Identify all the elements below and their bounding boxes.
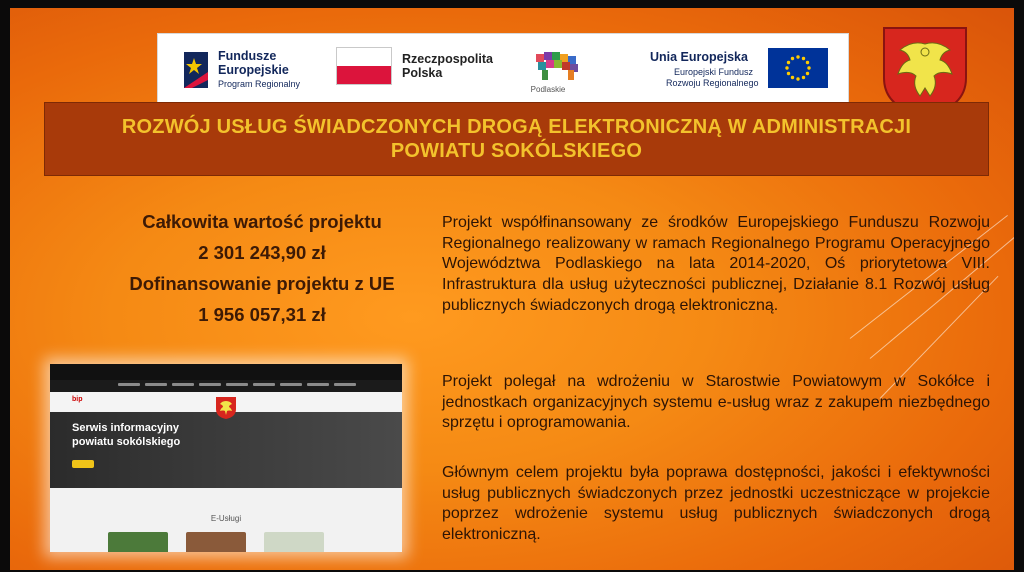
- site-hero-button: [72, 460, 94, 468]
- site-card: [186, 532, 246, 552]
- rzeczpospolita-text: [402, 52, 493, 80]
- paragraph-2: Projekt polegał na wdrożeniu w Starostwie Powiatowym w Sokółce i jednostkach organizacyjnych systemu e-usług wraz z zakupem niezbędnego sprzętu i oprogramowania.: [442, 373, 990, 432]
- site-section-title: E-Usługi: [210, 514, 242, 523]
- rp-line1: Rzeczpospolita: [402, 52, 493, 66]
- title-banner: [44, 102, 989, 176]
- eu-funding-value: 1 956 057,31 zł: [198, 304, 326, 325]
- rp-line2: Polska: [402, 66, 443, 80]
- paragraph-1: Projekt współfinansowany ze środków Europejskiego Funduszu Rozwoju Regionalnego realizowany w ramach Regionalnego Programu Operacyjnego Województwa Podlaskiego na lata 2014-2020, Oś priorytetowa VIII. Infrastruktura dla usług użyteczności publicznej, Działanie 8.1 Rozwój usług publicznych świadczonych drogą elektroniczną.: [442, 214, 990, 314]
- total-value-label: Całkowita wartość projektu: [142, 211, 382, 232]
- presentation-screen: [10, 8, 1014, 570]
- ue-subtitle-2: Rozwoju Regionalnego: [666, 78, 759, 88]
- site-hero-title-2: powiatu sokólskiego: [72, 436, 181, 448]
- site-card: [264, 532, 324, 552]
- ue-subtitle-1: Europejski Fundusz: [674, 67, 754, 77]
- podlaskie-label: Podlaskie: [530, 85, 566, 94]
- eu-flag-icon: [768, 48, 828, 88]
- title-line2: POWIATU SOKÓLSKIEGO: [390, 140, 643, 162]
- site-card: [108, 532, 168, 552]
- title-line1: ROZWÓJ USŁUG ŚWIADCZONYCH DROGĄ ELEKTRONICZNĄ W ADMINISTRACJI: [121, 116, 912, 138]
- site-nav: [50, 380, 402, 392]
- logo-strip: [157, 33, 849, 107]
- fundusze-line1: Fundusze: [218, 49, 277, 63]
- fundusze-line3: Program Regionalny: [218, 79, 301, 89]
- fundusze-star-icon: [180, 48, 212, 92]
- site-bip-logo: bip: [72, 396, 83, 403]
- fundusze-europejskie-logo: [180, 46, 320, 94]
- ue-title: Unia Europejska: [650, 50, 748, 64]
- site-topbar: [50, 364, 402, 380]
- website-screenshot: [50, 364, 402, 552]
- site-crest-icon: [215, 396, 237, 420]
- site-hero-title-1: Serwis informacyjny: [72, 422, 179, 434]
- eu-funding-label: Dofinansowanie projektu z UE: [129, 273, 395, 294]
- fundusze-line2: Europejskie: [218, 63, 289, 77]
- poland-flag-icon: [336, 47, 392, 85]
- paragraph-3: Głównym celem projektu była poprawa dostępności, jakości i efektywności usług publicznych świadczonych przez jednostki uczestniczące w projekcie poprzez wdrożenie systemu usług publicznych świadczonych drogą elektroniczną.: [442, 464, 990, 544]
- total-value: 2 301 243,90 zł: [198, 242, 326, 263]
